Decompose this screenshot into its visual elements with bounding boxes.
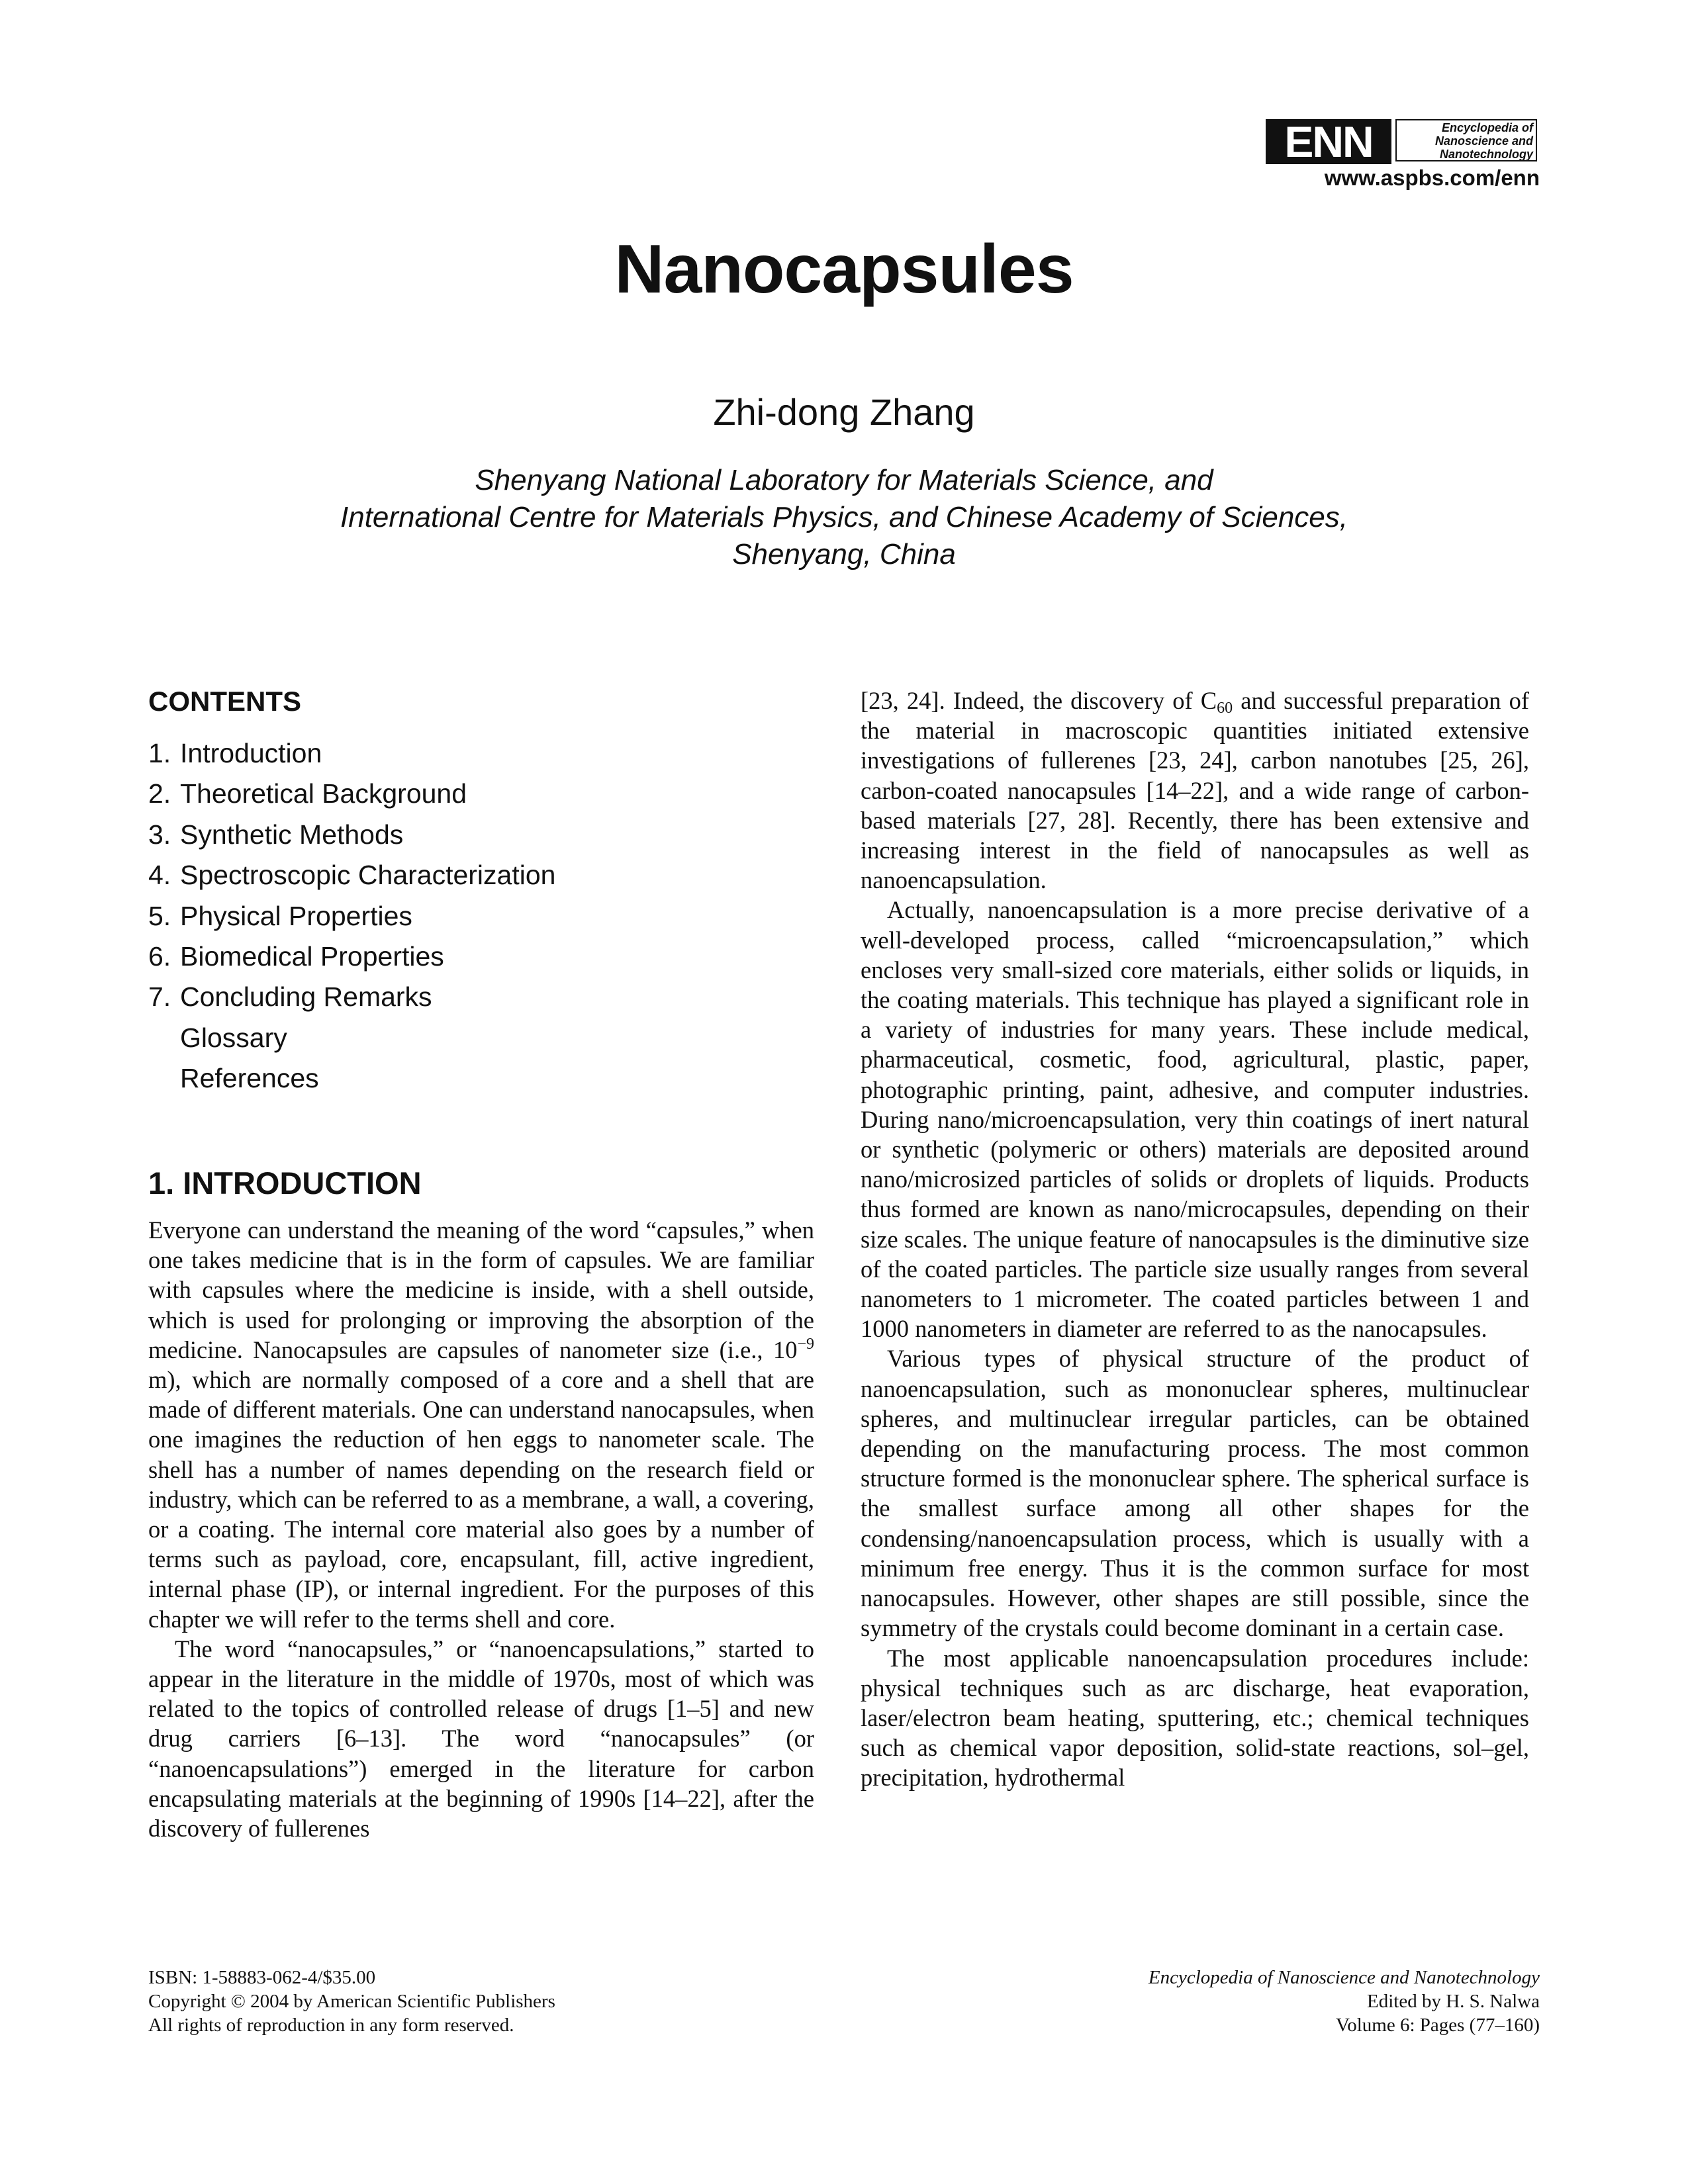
article-title: Nanocapsules	[614, 231, 1074, 308]
toc-item-label: References	[180, 1063, 319, 1094]
footer-source-info	[1149, 1966, 1540, 2037]
toc-item-number: 3.	[148, 819, 171, 850]
logo-tagline-line: Encyclopedia of	[1441, 121, 1533, 134]
footer-volume-pages: Volume 6: Pages (77–160)	[1336, 2015, 1540, 2036]
enn-logo	[1266, 119, 1540, 164]
footer-copyright: Copyright © 2004 by American Scientific Publishers	[148, 1991, 555, 2012]
enn-logo-mark: ENN	[1266, 119, 1391, 164]
section-heading-introduction: 1. INTRODUCTION	[148, 1165, 422, 1201]
body-column-left	[148, 1215, 814, 1843]
toc-item-physical-properties[interactable]	[148, 896, 555, 936]
affiliation-line: Shenyang National Laboratory for Materials Science, and	[475, 464, 1213, 496]
affiliation-line: International Centre for Materials Physics, and Chinese Academy of Sciences,	[340, 501, 1348, 533]
paragraph: Actually, nanoencapsulation is a more precise derivative of a well-developed process, called “microencapsulation,” which encloses very small-sized core materials, either solids or liquids, in the coating materials. This technique has played a significant role in a variety of industries for many years. These include medical, pharmaceutical, cosmetic, food, agricultural, plastic, paper, photographic printing, paint, adhesive, and computer industries. During nano/microencapsulation, very thin coatings of inert natural or synthetic (polymeric or others) materials are deposited around nano/microsized particles of solids or droplets of liquids. Products thus formed are known as nano/microcapsules, depending on their size scales. The unique feature of nanocapsules is the diminutive size of the coated particles. The particle size usually ranges from several nanometers to 1 micrometer. The coated particles between 1 and 1000 nanometers in diameter are referred to as the nanocapsules.	[861, 896, 1529, 1343]
toc-item-label: Theoretical Background	[180, 778, 467, 809]
paragraph	[861, 686, 1529, 895]
footer-isbn: ISBN: 1-58883-062-4/$35.00	[148, 1967, 376, 1988]
toc-item-concluding-remarks[interactable]	[148, 977, 555, 1017]
subscript: 60	[1217, 700, 1233, 717]
text-run: and successful preparation of the material in macroscopic quantities initiated extensive investigations of fullerenes [23, 24], carbon nanotubes [25, 26], carbon-coated nanocapsules [14–22], and a wide range of carbon-based materials [27, 28]. Recently, there has been extensive and increasing interest in the field of nanocapsules as well as nanoencapsulation.	[861, 687, 1529, 894]
text-run: Everyone can understand the meaning of the word “capsules,” when one takes medicine that is in the form of capsules. We are familiar with capsules where the medicine is inside, with a shell outside, which is used for prolonging or improving the absorption of the medicine. Nanocapsules are capsules of nanometer size (i.e., 10	[148, 1216, 814, 1363]
toc-item-number: 5.	[148, 900, 171, 931]
text-run: m), which are normally composed of a core and a shell that are made of different materials. One can understand nanocapsules, when one imagines the reduction of hen eggs to nanometer scale. The shell has a number of names depending on the research field or industry, which can be referred to as a membrane, a wall, a covering, or a coating. The internal core material also goes by a number of terms such as payload, core, encapsulant, fill, active ingredient, internal phase (IP), or internal ingredient. For the purposes of this chapter we will refer to the terms shell and core.	[148, 1366, 814, 1633]
toc-item-number: 6.	[148, 940, 171, 972]
logo-tagline-line: Nanoscience and	[1434, 134, 1533, 148]
footer-editor: Edited by H. S. Nalwa	[1367, 1991, 1540, 2012]
toc-item-label: Spectroscopic Characterization	[180, 860, 556, 891]
footer-publication-info	[148, 1966, 555, 2037]
toc-item-label: Synthetic Methods	[180, 819, 404, 850]
toc-item-glossary[interactable]	[148, 1018, 555, 1058]
logo-tagline-line: Nanotechnology	[1439, 148, 1533, 161]
contents-heading: CONTENTS	[148, 686, 301, 717]
enn-url-link[interactable]: www.aspbs.com/enn	[1324, 165, 1540, 190]
enn-logo-tagline	[1395, 119, 1537, 161]
toc-item-references[interactable]	[148, 1058, 555, 1099]
paragraph: The most applicable nanoencapsulation procedures include: physical techniques such as arc discharge, heat evaporation, laser/electron beam heating, sputtering, etc.; chemical techniques such as chemical vapor deposition, solid-state reactions, sol–gel, precipitation, hydrothermal	[861, 1644, 1529, 1792]
toc-item-number: 1.	[148, 738, 171, 768]
toc-item-number: 7.	[148, 981, 171, 1013]
toc-item-synthetic-methods[interactable]	[148, 815, 555, 855]
toc-item-label: Glossary	[180, 1022, 287, 1053]
toc-item-label: Physical Properties	[180, 900, 412, 931]
toc-item-number: 2.	[148, 778, 171, 809]
author-name: Zhi-dong Zhang	[713, 391, 975, 433]
table-of-contents	[148, 733, 555, 1099]
toc-item-biomedical-properties[interactable]	[148, 936, 555, 977]
body-column-right	[861, 686, 1529, 1793]
paragraph: The word “nanocapsules,” or “nanoencapsulations,” started to appear in the literature in the middle of 1970s, most of which was related to the topics of controlled release of drugs [1–5] and new drug carriers [6–13]. The word “nanocapsules” (or “nanoencapsulations”) emerged in the literature for carbon encapsulating materials at the beginning of 1990s [14–22], after the discovery of fullerenes	[148, 1635, 814, 1843]
affiliation-line: Shenyang, China	[732, 538, 956, 570]
toc-item-theoretical-background[interactable]	[148, 774, 555, 814]
paragraph: Various types of physical structure of the product of nanoencapsulation, such as mononuclear spheres, multinuclear spheres, and multinuclear irregular particles, can be obtained depending on the manufacturing process. The most common structure formed is the mononuclear sphere. The spherical surface is the smallest surface among all other shapes for the condensing/nanoencapsulation process, which is usually with a minimum free energy. Thus it is the common surface for most nanocapsules. However, other shapes are still possible, since the symmetry of the crystals could become dominant in a certain case.	[861, 1345, 1529, 1642]
text-run: [23, 24]. Indeed, the discovery of C	[861, 687, 1217, 714]
paragraph	[148, 1215, 814, 1634]
superscript: −9	[797, 1335, 814, 1353]
toc-item-label: Concluding Remarks	[180, 981, 432, 1013]
toc-item-introduction[interactable]	[148, 733, 555, 774]
toc-item-spectroscopic-characterization[interactable]	[148, 855, 555, 895]
toc-item-label: Introduction	[180, 738, 322, 768]
footer-encyclopedia-title: Encyclopedia of Nanoscience and Nanotechnology	[1148, 1967, 1540, 1988]
toc-item-number: 4.	[148, 860, 171, 891]
footer-rights: All rights of reproduction in any form reserved.	[148, 2015, 514, 2036]
toc-item-label: Biomedical Properties	[180, 940, 444, 972]
author-affiliation	[0, 462, 1688, 573]
